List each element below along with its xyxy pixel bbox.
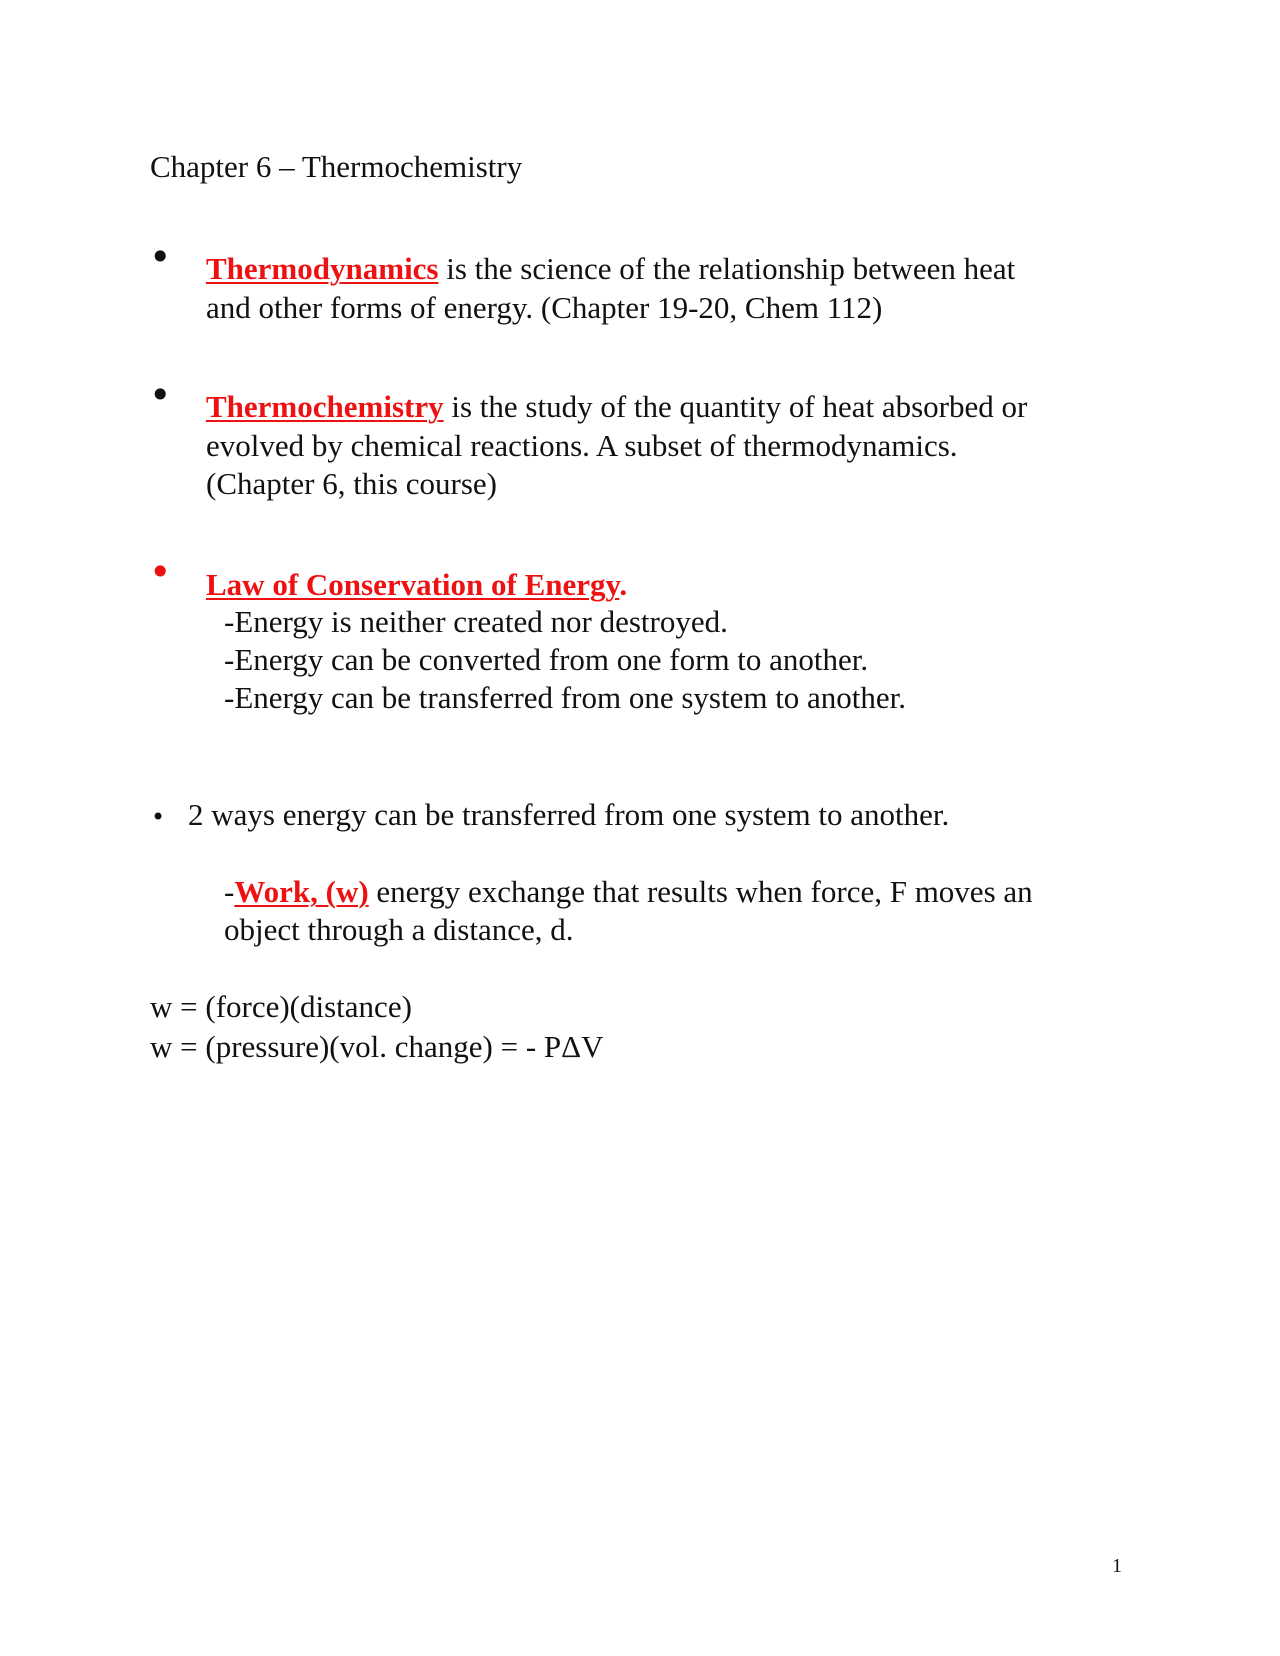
work-definition: energy exchange that results when force, F moves an [368, 874, 1033, 909]
conservation-point: -Energy can be converted from one form to another. [224, 642, 869, 677]
equation-work-pressure: w = (pressure)(vol. change) = - PΔV [150, 1029, 604, 1064]
bullet-icon: • [149, 373, 172, 417]
thermochemistry-definition: is the study of the quantity of heat absorbed or [443, 389, 1028, 424]
thermodynamics-line-2: and other forms of energy. (Chapter 19-20, Chem 112) [206, 290, 883, 325]
bullet-icon: • [149, 550, 172, 594]
page-title: Chapter 6 – Thermochemistry [150, 149, 523, 184]
equation-work-force: w = (force)(distance) [150, 989, 412, 1024]
thermodynamics-line-1 [206, 250, 1015, 288]
term-conservation-of-energy: Law of Conservation of Energy [206, 567, 620, 602]
conservation-heading [206, 566, 627, 604]
work-prefix: - [224, 874, 235, 909]
work-line-2: object through a distance, d. [224, 912, 574, 947]
conservation-point: -Energy is neither created nor destroyed. [224, 604, 728, 639]
transfer-ways-text: 2 ways energy can be transferred from one system to another. [188, 797, 950, 832]
work-line-1 [224, 873, 1033, 911]
thermochemistry-line-3: (Chapter 6, this course) [206, 466, 497, 501]
conservation-point: -Energy can be transferred from one system to another. [224, 680, 907, 715]
term-thermodynamics: Thermodynamics [206, 251, 439, 286]
thermochemistry-line-1 [206, 388, 1027, 426]
thermodynamics-definition: is the science of the relationship between heat [438, 251, 1016, 286]
bullet-icon: • [151, 803, 166, 831]
thermochemistry-line-2: evolved by chemical reactions. A subset of thermodynamics. [206, 428, 958, 463]
page-number: 1 [1112, 1555, 1122, 1577]
bullet-icon: • [149, 235, 172, 279]
term-work: Work, (w) [234, 874, 369, 909]
term-suffix: . [619, 567, 628, 602]
term-thermochemistry: Thermochemistry [206, 389, 444, 424]
